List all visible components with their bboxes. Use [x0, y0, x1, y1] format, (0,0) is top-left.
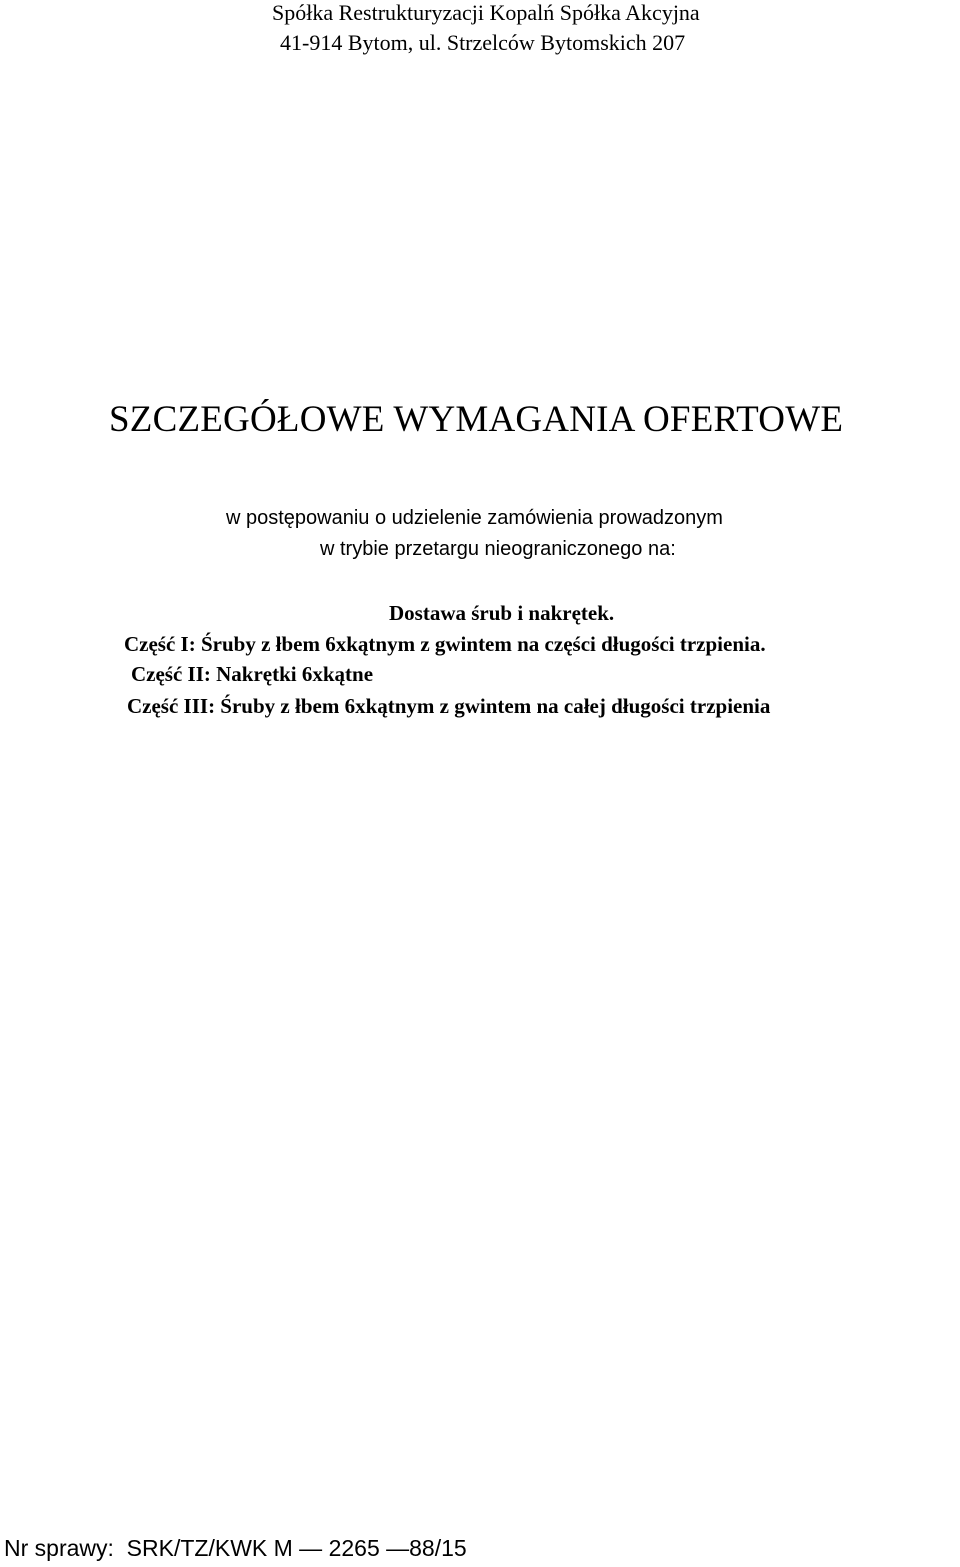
- subject-title: Dostawa śrub i nakrętek.: [389, 601, 615, 625]
- case-number: Nr sprawy: SRK/TZ/KWK M — 2265 —88/15: [4, 1535, 467, 1561]
- subtitle-line-2: w trybie przetargu nieograniczonego na:: [320, 538, 676, 560]
- company-address: 41-914 Bytom, ul. Strzelców Bytomskich 207: [280, 30, 686, 55]
- part-2-description: Część II: Nakrętki 6xkątne: [131, 662, 374, 686]
- subtitle-line-1: w postępowaniu o udzielenie zamówienia prowadzonym: [226, 507, 723, 529]
- part-1-description: Część I: Śruby z łbem 6xkątnym z gwintem na części długości trzpienia.: [124, 632, 766, 656]
- part-3-description: Część III: Śruby z łbem 6xkątnym z gwintem na całej długości trzpienia: [127, 694, 771, 718]
- document-title: SZCZEGÓŁOWE WYMAGANIA OFERTOWE: [109, 399, 844, 440]
- company-name: Spółka Restrukturyzacji Kopalń Spółka Akcyjna: [272, 0, 700, 25]
